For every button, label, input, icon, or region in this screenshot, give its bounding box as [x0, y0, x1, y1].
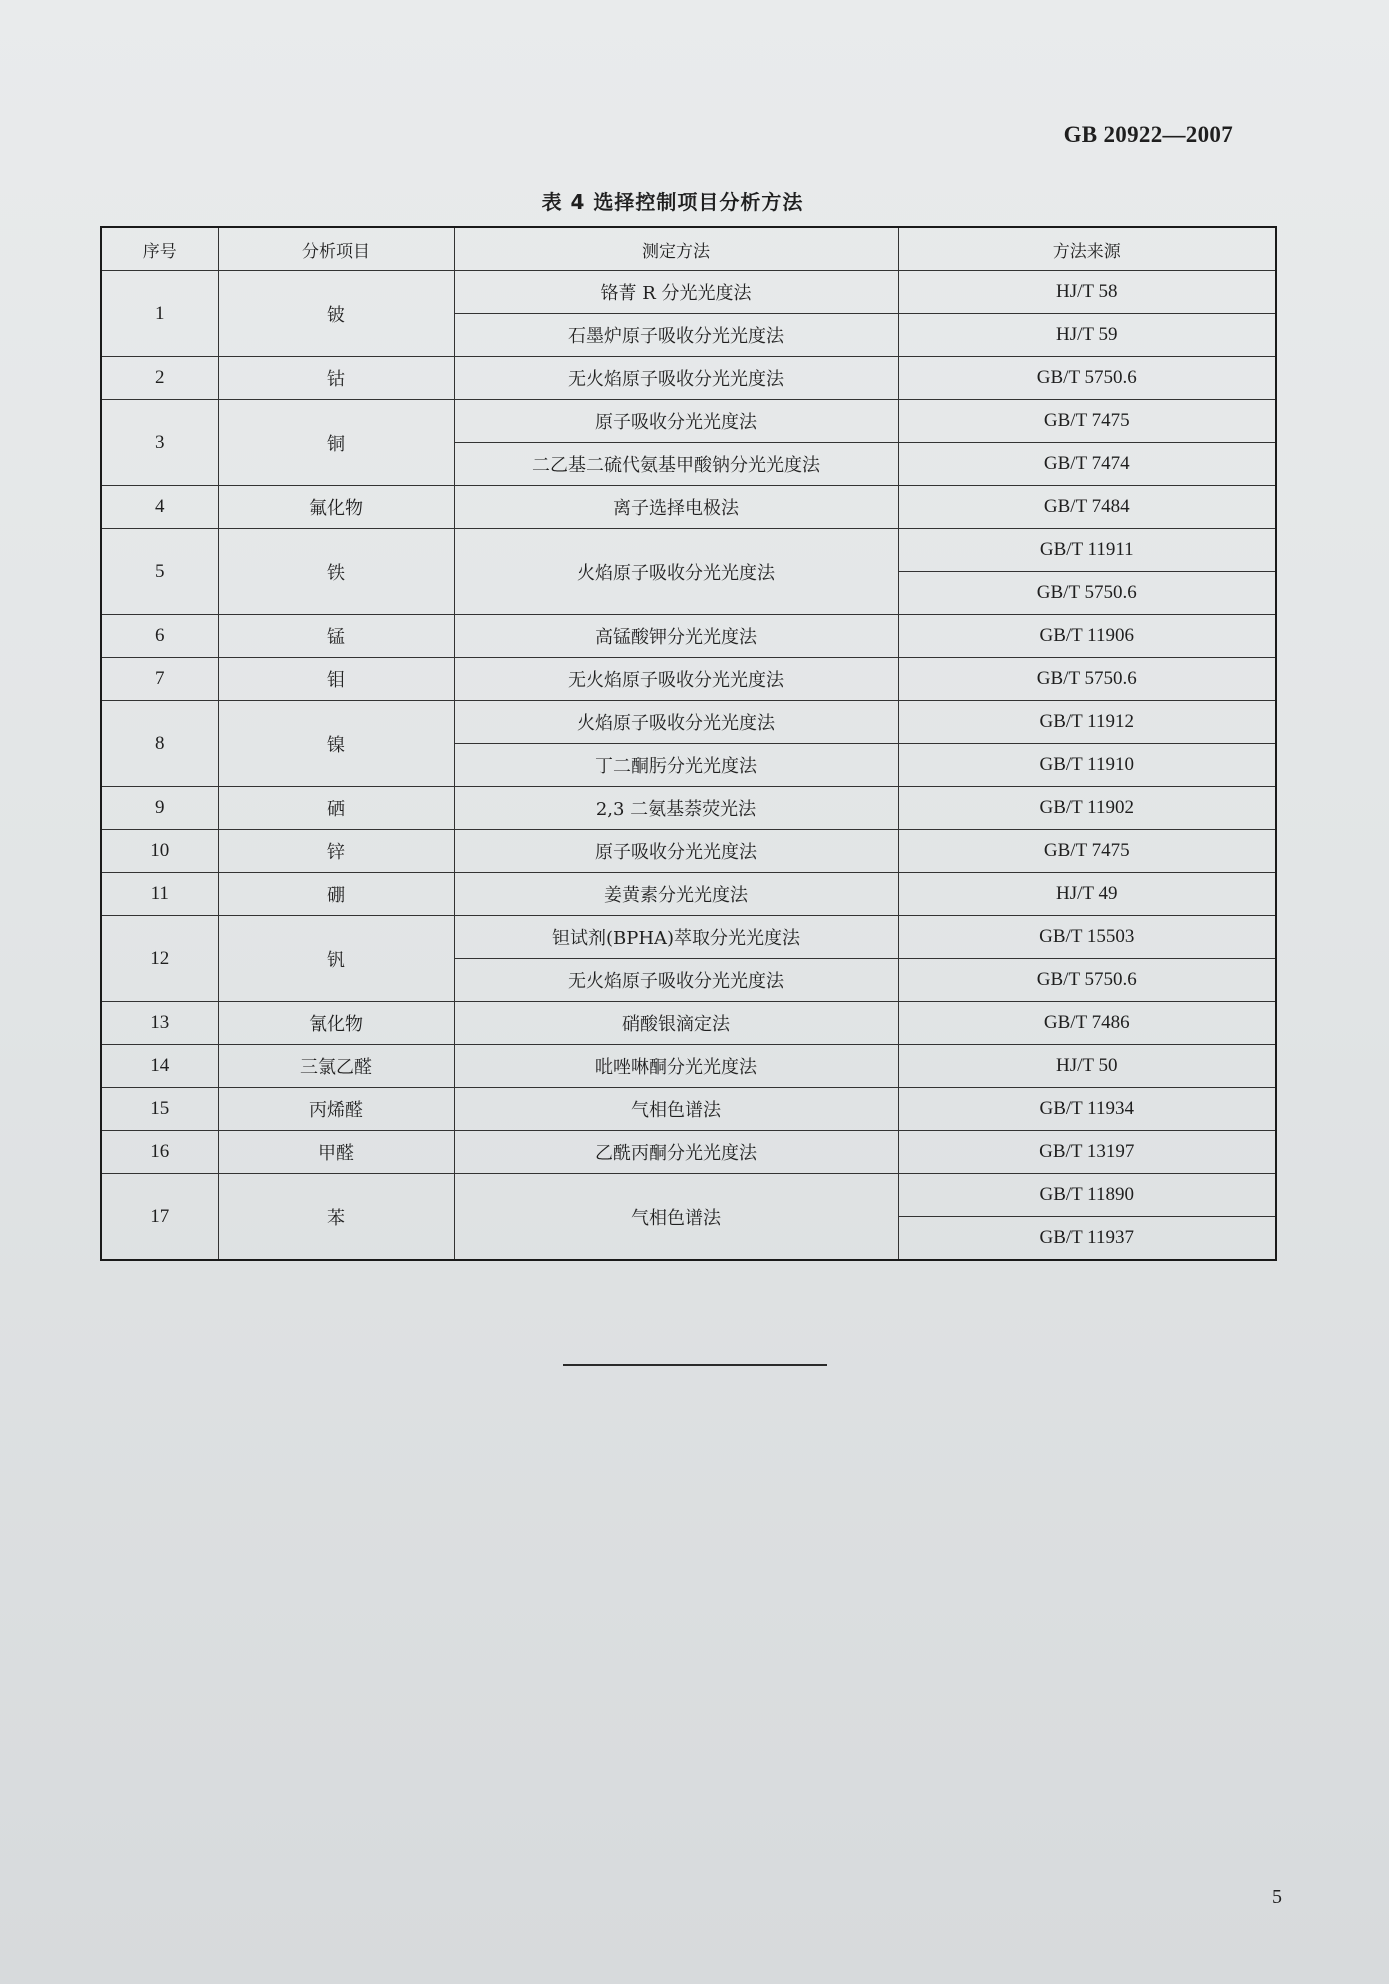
analysis-item: 苯 [218, 1174, 454, 1261]
method-source: GB/T 11890 [898, 1174, 1276, 1217]
analysis-item: 钼 [218, 658, 454, 701]
row-number: 17 [101, 1174, 218, 1261]
method-source: GB/T 13197 [898, 1131, 1276, 1174]
method-source: HJ/T 50 [898, 1045, 1276, 1088]
analysis-item: 锰 [218, 615, 454, 658]
method-source: GB/T 11902 [898, 787, 1276, 830]
row-number: 14 [101, 1045, 218, 1088]
table-row [101, 658, 1276, 701]
method-source: HJ/T 49 [898, 873, 1276, 916]
column-header: 方法来源 [898, 227, 1276, 271]
row-number: 7 [101, 658, 218, 701]
row-number: 3 [101, 400, 218, 486]
row-number: 9 [101, 787, 218, 830]
method-source: GB/T 11911 [898, 529, 1276, 572]
table-row [101, 1174, 1276, 1217]
analysis-item: 氰化物 [218, 1002, 454, 1045]
analysis-item: 钒 [218, 916, 454, 1002]
measurement-method: 二乙基二硫代氨基甲酸钠分光光度法 [454, 443, 898, 486]
column-header: 序号 [101, 227, 218, 271]
table-row [101, 529, 1276, 572]
row-number: 2 [101, 357, 218, 400]
method-source: GB/T 5750.6 [898, 959, 1276, 1002]
table-row [101, 1002, 1276, 1045]
measurement-method: 硝酸银滴定法 [454, 1002, 898, 1045]
analysis-item: 硒 [218, 787, 454, 830]
measurement-method: 火焰原子吸收分光光度法 [454, 529, 898, 615]
method-source: GB/T 11906 [898, 615, 1276, 658]
method-source: GB/T 11937 [898, 1217, 1276, 1261]
method-source: GB/T 11910 [898, 744, 1276, 787]
table-row [101, 787, 1276, 830]
row-number: 12 [101, 916, 218, 1002]
measurement-method: 火焰原子吸收分光光度法 [454, 701, 898, 744]
measurement-method: 无火焰原子吸收分光光度法 [454, 959, 898, 1002]
measurement-method: 无火焰原子吸收分光光度法 [454, 357, 898, 400]
row-number: 8 [101, 701, 218, 787]
column-header: 分析项目 [218, 227, 454, 271]
method-source: GB/T 7475 [898, 830, 1276, 873]
analysis-item: 铁 [218, 529, 454, 615]
table-body [101, 271, 1276, 1261]
row-number: 6 [101, 615, 218, 658]
method-source: HJ/T 59 [898, 314, 1276, 357]
analysis-item: 钴 [218, 357, 454, 400]
measurement-method: 2,3 二氨基萘荧光法 [454, 787, 898, 830]
analysis-item: 氟化物 [218, 486, 454, 529]
table-caption: 表 4 选择控制项目分析方法 [541, 190, 804, 214]
document-code: GB 20922—2007 [1063, 122, 1233, 147]
table-row [101, 1045, 1276, 1088]
method-source: GB/T 7484 [898, 486, 1276, 529]
row-number: 5 [101, 529, 218, 615]
page-number: 5 [1272, 1886, 1282, 1908]
measurement-method: 吡唑啉酮分光光度法 [454, 1045, 898, 1088]
analysis-item: 甲醛 [218, 1131, 454, 1174]
analysis-item: 硼 [218, 873, 454, 916]
table-header-row [101, 227, 1276, 271]
table-row [101, 357, 1276, 400]
measurement-method: 气相色谱法 [454, 1174, 898, 1261]
measurement-method: 原子吸收分光光度法 [454, 400, 898, 443]
row-number: 15 [101, 1088, 218, 1131]
table-row [101, 615, 1276, 658]
measurement-method: 无火焰原子吸收分光光度法 [454, 658, 898, 701]
method-source: GB/T 15503 [898, 916, 1276, 959]
measurement-method: 丁二酮肟分光光度法 [454, 744, 898, 787]
method-source: GB/T 5750.6 [898, 658, 1276, 701]
measurement-method: 气相色谱法 [454, 1088, 898, 1131]
table-row [101, 873, 1276, 916]
table-row [101, 271, 1276, 314]
measurement-method: 高锰酸钾分光光度法 [454, 615, 898, 658]
analysis-item: 铍 [218, 271, 454, 357]
end-rule [563, 1364, 827, 1366]
method-source: GB/T 7486 [898, 1002, 1276, 1045]
table-row [101, 701, 1276, 744]
measurement-method: 石墨炉原子吸收分光光度法 [454, 314, 898, 357]
method-source: GB/T 5750.6 [898, 357, 1276, 400]
method-source: GB/T 7474 [898, 443, 1276, 486]
method-source: GB/T 5750.6 [898, 572, 1276, 615]
column-header: 测定方法 [454, 227, 898, 271]
analysis-item: 三氯乙醛 [218, 1045, 454, 1088]
measurement-method: 乙酰丙酮分光光度法 [454, 1131, 898, 1174]
row-number: 13 [101, 1002, 218, 1045]
analysis-item: 丙烯醛 [218, 1088, 454, 1131]
measurement-method: 钽试剂(BPHA)萃取分光光度法 [454, 916, 898, 959]
table-row [101, 830, 1276, 873]
table-row [101, 916, 1276, 959]
analysis-methods-table [100, 226, 1277, 1261]
row-number: 4 [101, 486, 218, 529]
measurement-method: 原子吸收分光光度法 [454, 830, 898, 873]
method-source: GB/T 11912 [898, 701, 1276, 744]
table-row [101, 486, 1276, 529]
table-row [101, 1088, 1276, 1131]
method-source: GB/T 7475 [898, 400, 1276, 443]
analysis-item: 镍 [218, 701, 454, 787]
table-row [101, 1131, 1276, 1174]
analysis-item: 锌 [218, 830, 454, 873]
measurement-method: 铬菁 R 分光光度法 [454, 271, 898, 314]
table-row [101, 400, 1276, 443]
measurement-method: 姜黄素分光光度法 [454, 873, 898, 916]
method-source: HJ/T 58 [898, 271, 1276, 314]
row-number: 1 [101, 271, 218, 357]
analysis-item: 铜 [218, 400, 454, 486]
row-number: 16 [101, 1131, 218, 1174]
row-number: 10 [101, 830, 218, 873]
row-number: 11 [101, 873, 218, 916]
measurement-method: 离子选择电极法 [454, 486, 898, 529]
method-source: GB/T 11934 [898, 1088, 1276, 1131]
